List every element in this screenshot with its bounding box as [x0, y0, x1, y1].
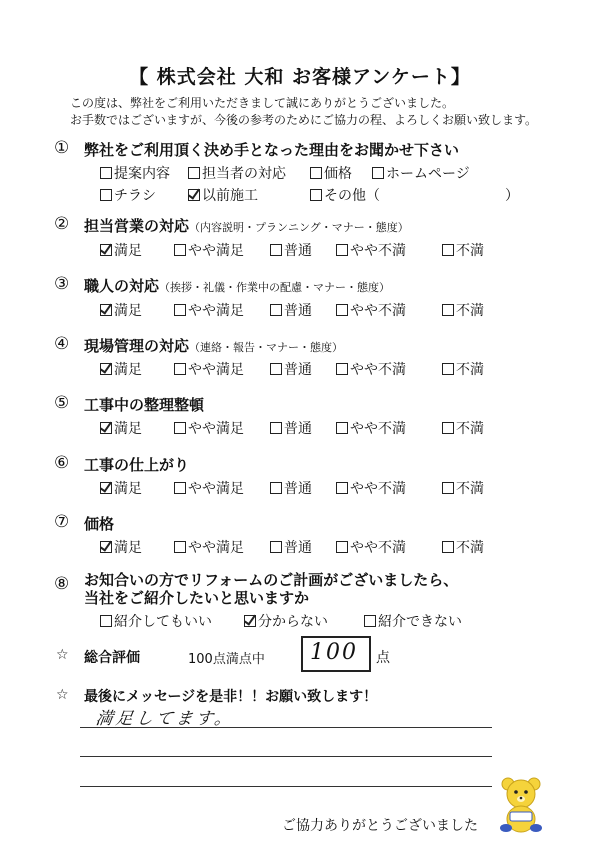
q5-option[interactable]: 普通	[270, 418, 312, 438]
intro-line-2: お手数ではございますが、今後の参考のためにご協力の程、よろしくお願い致します。	[70, 113, 538, 127]
checkbox-icon[interactable]	[100, 189, 112, 201]
checkbox-icon[interactable]	[174, 363, 186, 375]
q7-option[interactable]: やや満足	[174, 537, 244, 557]
q1-number: ①	[54, 138, 70, 158]
q1-text: 弊社をご利用頂く決め手となった理由をお聞かせ下さい	[84, 141, 460, 159]
q7-number: ⑦	[54, 512, 70, 532]
q1-option[interactable]: 価格	[310, 163, 352, 183]
checkbox-icon[interactable]	[442, 482, 454, 494]
checkbox-checked-icon[interactable]	[100, 304, 112, 316]
q1-option[interactable]: 提案内容	[100, 163, 170, 183]
q8-option[interactable]: 分からない	[244, 611, 328, 631]
checkbox-checked-icon[interactable]	[244, 615, 256, 627]
q3-number: ③	[54, 274, 70, 294]
q2-number: ②	[54, 214, 70, 234]
q7-option[interactable]: やや不満	[336, 537, 406, 557]
checkbox-icon[interactable]	[442, 541, 454, 553]
checkbox-icon[interactable]	[442, 244, 454, 256]
q5-text: 工事中の整理整頓	[84, 396, 205, 414]
q7-option[interactable]: 普通	[270, 537, 312, 557]
q2-option[interactable]: 普通	[270, 240, 312, 260]
checkbox-icon[interactable]	[336, 363, 348, 375]
q3-option[interactable]: やや不満	[336, 300, 406, 320]
q5-number: ⑤	[54, 393, 70, 413]
q2-option[interactable]: 満足	[100, 240, 142, 260]
checkbox-icon[interactable]	[270, 244, 282, 256]
q4-option[interactable]: 満足	[100, 359, 142, 379]
q3-option[interactable]: 普通	[270, 300, 312, 320]
checkbox-icon[interactable]	[270, 304, 282, 316]
q5-option[interactable]: やや不満	[336, 418, 406, 438]
message-line[interactable]	[80, 756, 492, 757]
checkbox-icon[interactable]	[174, 422, 186, 434]
checkbox-checked-icon[interactable]	[100, 482, 112, 494]
q2-option[interactable]: やや不満	[336, 240, 406, 260]
checkbox-icon[interactable]	[270, 363, 282, 375]
overall-star-icon: ☆	[56, 647, 69, 663]
q2-option[interactable]: 不満	[442, 240, 484, 260]
q7-text: 価格	[84, 515, 115, 533]
checkbox-icon[interactable]	[442, 363, 454, 375]
intro-line-1: この度は、弊社をご利用いただきまして誠にありがとうございました。	[70, 96, 455, 110]
overall-scale: 100点満点中	[188, 652, 265, 667]
checkbox-icon[interactable]	[310, 167, 322, 179]
q3-option[interactable]: 不満	[442, 300, 484, 320]
checkbox-icon[interactable]	[442, 304, 454, 316]
overall-label: 総合評価	[84, 650, 140, 666]
checkbox-icon[interactable]	[174, 541, 186, 553]
survey-title: 【 株式会社 大和 お客様アンケート】	[129, 66, 471, 88]
q1-option[interactable]: 以前施工	[188, 185, 258, 205]
q5-option[interactable]: やや満足	[174, 418, 244, 438]
checkbox-icon[interactable]	[270, 541, 282, 553]
checkbox-icon[interactable]	[336, 244, 348, 256]
q4-option[interactable]: 普通	[270, 359, 312, 379]
q4-text: 現場管理の対応（連絡・報告・マナー・態度）	[84, 337, 344, 355]
checkbox-icon[interactable]	[270, 422, 282, 434]
q3-text: 職人の対応（挨拶・礼儀・作業中の配慮・マナー・態度）	[84, 277, 391, 295]
q1-option[interactable]: ホームページ	[372, 163, 470, 183]
message-line[interactable]	[80, 786, 492, 787]
q6-option[interactable]: 不満	[442, 478, 484, 498]
q4-option[interactable]: やや不満	[336, 359, 406, 379]
q5-option[interactable]: 満足	[100, 418, 142, 438]
q1-option[interactable]: チラシ	[100, 185, 156, 205]
checkbox-icon[interactable]	[364, 615, 376, 627]
q1-option-other[interactable]: その他（	[310, 185, 380, 205]
message-prompt: 最後にメッセージを是非！！お願い致します！	[84, 689, 378, 705]
checkbox-icon[interactable]	[100, 615, 112, 627]
footer-thanks: ご協力ありがとうございました	[282, 818, 478, 834]
checkbox-checked-icon[interactable]	[100, 363, 112, 375]
q8-option[interactable]: 紹介できない	[364, 611, 462, 631]
checkbox-icon[interactable]	[336, 482, 348, 494]
q1-other-close: ）	[505, 188, 519, 204]
checkbox-icon[interactable]	[336, 304, 348, 316]
q8-number: ⑧	[54, 574, 70, 594]
message-line[interactable]	[80, 727, 492, 728]
checkbox-checked-icon[interactable]	[100, 244, 112, 256]
checkbox-checked-icon[interactable]	[100, 422, 112, 434]
q6-option[interactable]: やや不満	[336, 478, 406, 498]
q2-option[interactable]: やや満足	[174, 240, 244, 260]
score-value: 100	[310, 640, 358, 665]
q6-option[interactable]: やや満足	[174, 478, 244, 498]
q3-option[interactable]: やや満足	[174, 300, 244, 320]
checkbox-icon[interactable]	[270, 482, 282, 494]
checkbox-checked-icon[interactable]	[188, 189, 200, 201]
q4-option[interactable]: 不満	[442, 359, 484, 379]
bear-mascot-icon	[498, 776, 544, 834]
checkbox-icon[interactable]	[310, 189, 322, 201]
checkbox-icon[interactable]	[188, 167, 200, 179]
q4-option[interactable]: やや満足	[174, 359, 244, 379]
q7-option[interactable]: 満足	[100, 537, 142, 557]
q6-number: ⑥	[54, 453, 70, 473]
q8-option[interactable]: 紹介してもいい	[100, 611, 212, 631]
checkbox-icon[interactable]	[336, 422, 348, 434]
q2-text: 担当営業の対応（内容説明・プランニング・マナー・態度）	[84, 217, 409, 235]
checkbox-icon[interactable]	[100, 167, 112, 179]
handwritten-message: 満足してます。	[94, 709, 236, 729]
checkbox-checked-icon[interactable]	[100, 541, 112, 553]
score-unit: 点	[376, 650, 390, 666]
q5-option[interactable]: 不満	[442, 418, 484, 438]
q8-text-line-1: お知合いの方でリフォームのご計画がございましたら、	[84, 571, 459, 589]
q3-option[interactable]: 満足	[100, 300, 142, 320]
q6-option[interactable]: 普通	[270, 478, 312, 498]
message-star-icon: ☆	[56, 687, 69, 703]
checkbox-icon[interactable]	[174, 304, 186, 316]
checkbox-icon[interactable]	[174, 482, 186, 494]
q7-option[interactable]: 不満	[442, 537, 484, 557]
checkbox-icon[interactable]	[174, 244, 186, 256]
checkbox-icon[interactable]	[372, 167, 384, 179]
q4-number: ④	[54, 334, 70, 354]
checkbox-icon[interactable]	[442, 422, 454, 434]
q6-option[interactable]: 満足	[100, 478, 142, 498]
q6-text: 工事の仕上がり	[84, 456, 190, 474]
checkbox-icon[interactable]	[336, 541, 348, 553]
q8-text-line-2: 当社をご紹介したいと思いますか	[84, 589, 310, 607]
q1-option[interactable]: 担当者の対応	[188, 163, 286, 183]
